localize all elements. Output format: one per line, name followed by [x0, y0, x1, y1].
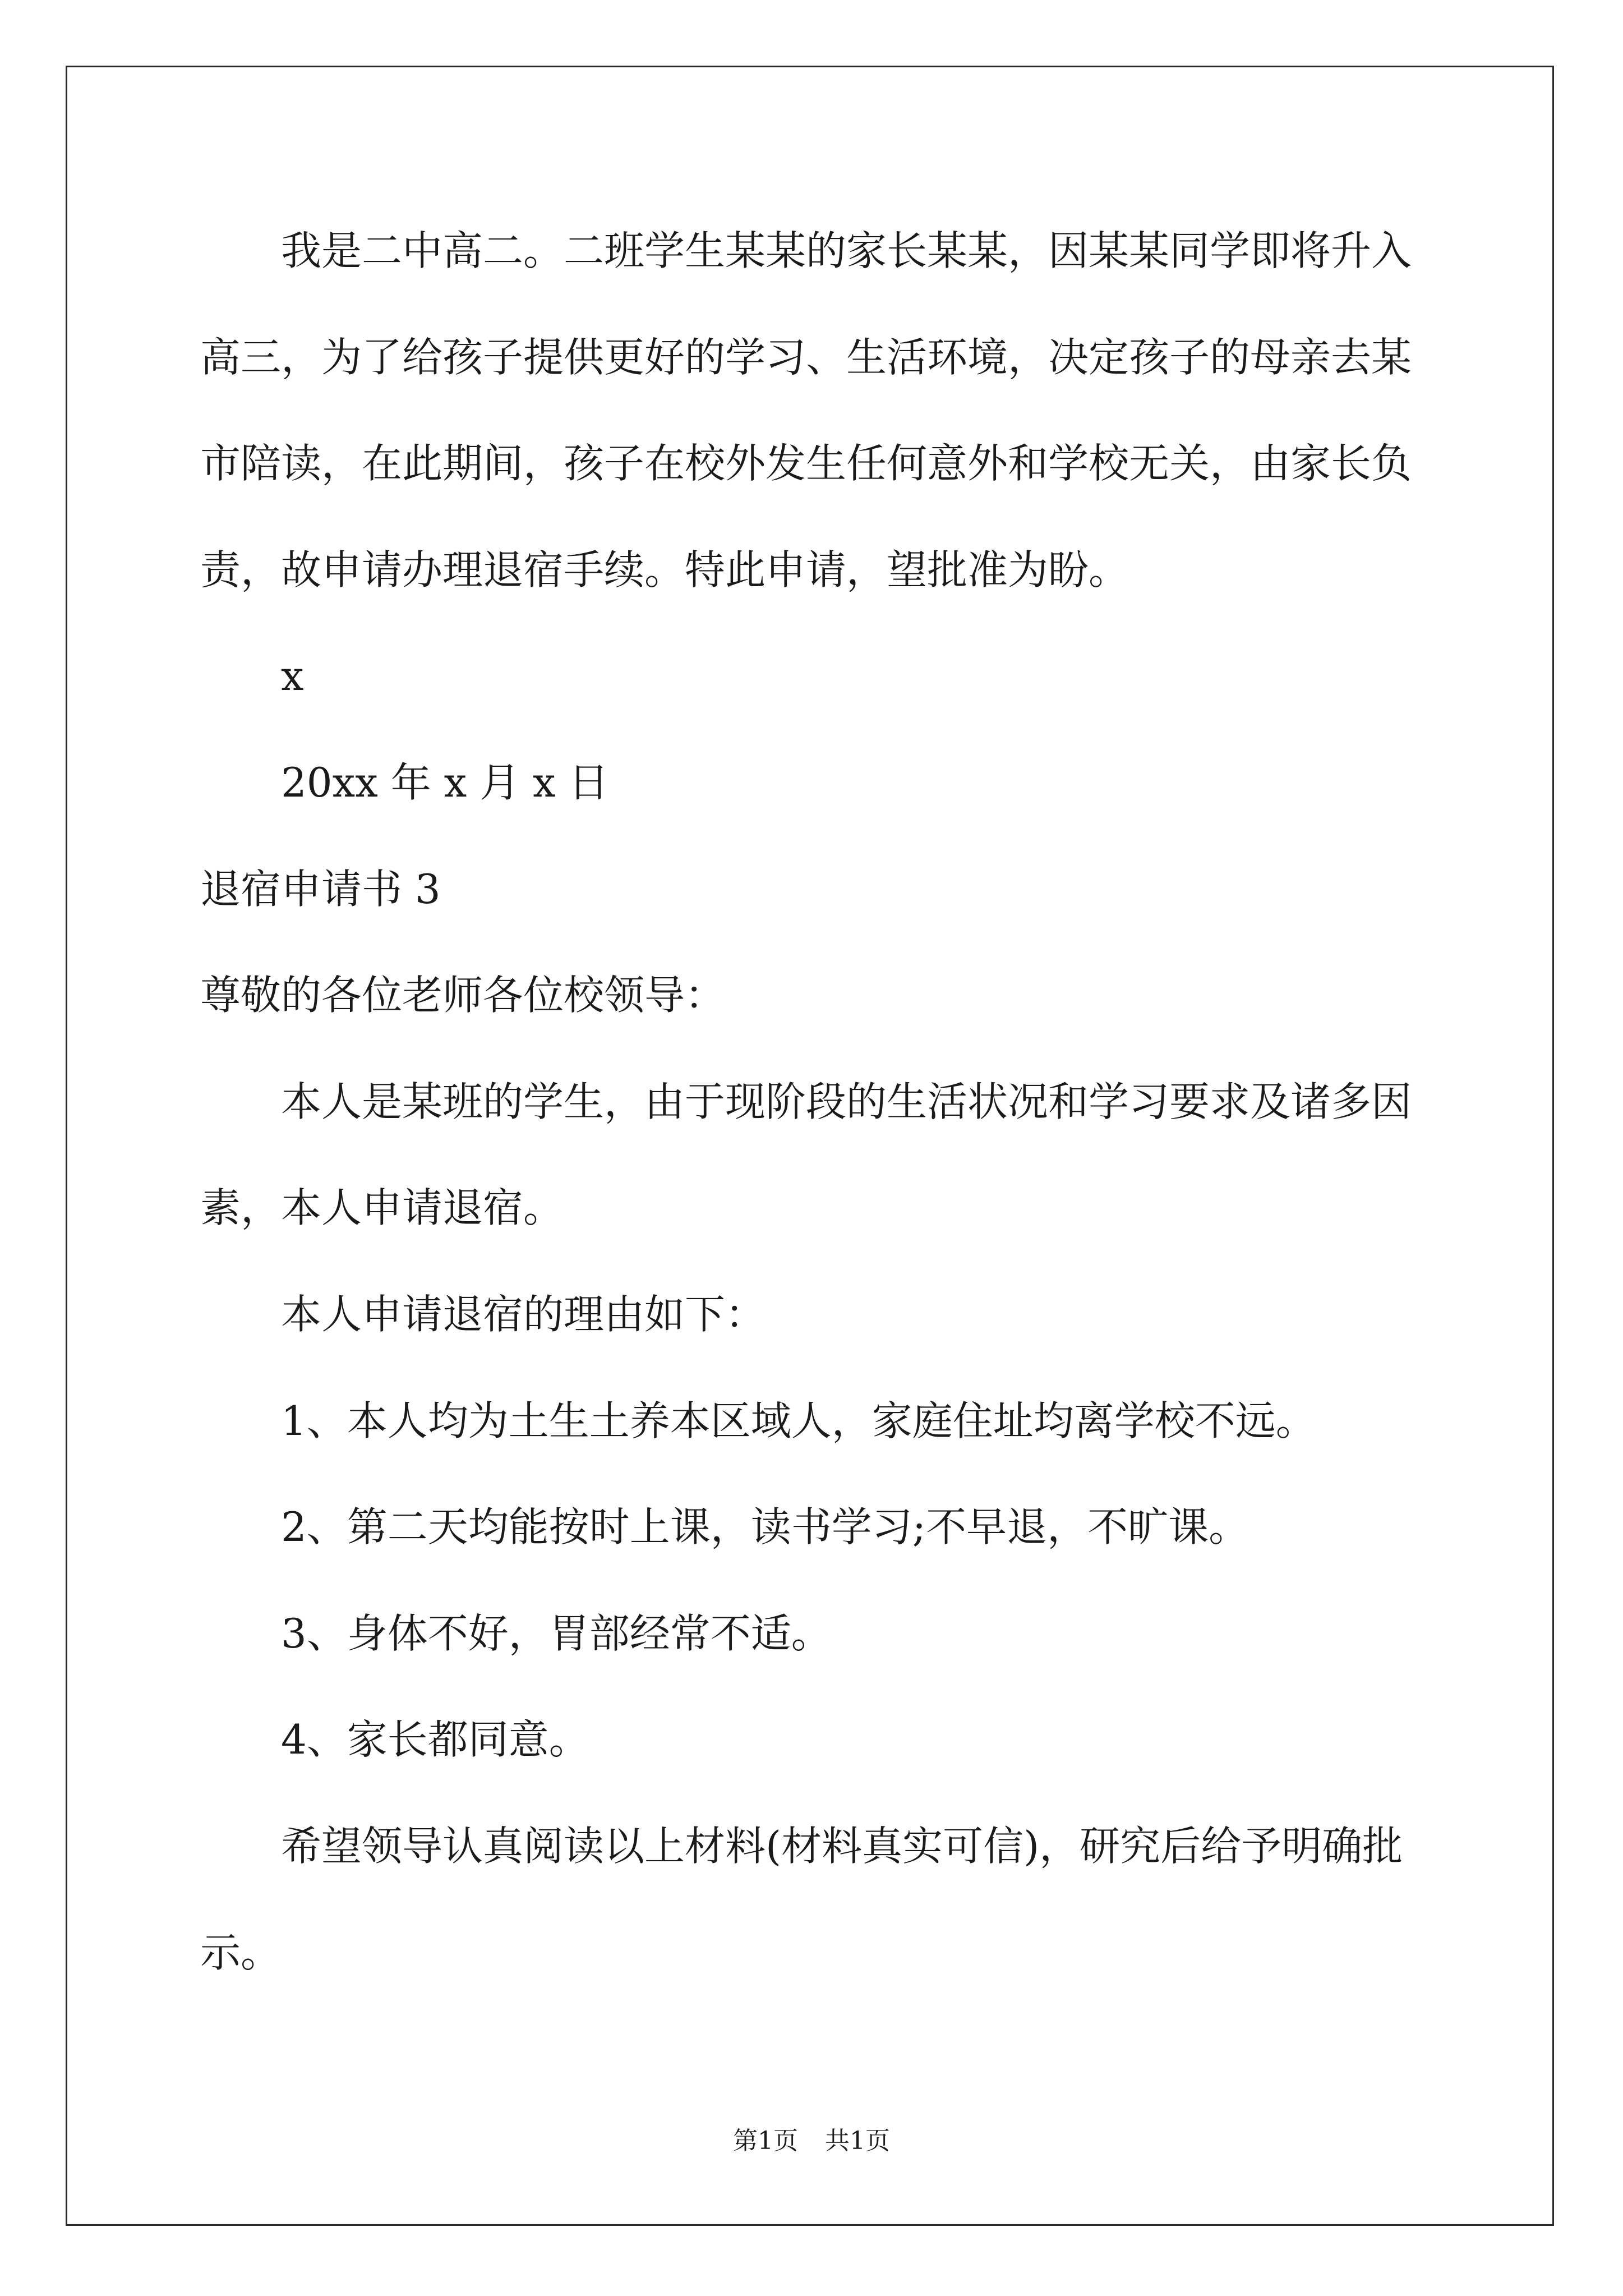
- reason-item: 4、家长都同意。: [281, 1716, 589, 1764]
- reasons-intro: 本人申请退宿的理由如下：: [281, 1290, 766, 1338]
- reason-item: 1、本人均为土生土养本区域人，家庭住址均离学校不远。: [281, 1397, 1316, 1444]
- text-line: 素，本人申请退宿。: [200, 1184, 564, 1232]
- intro-paragraph: [200, 1049, 1434, 1262]
- reason-item: 3、身体不好，胃部经常不适。: [281, 1609, 832, 1657]
- document-body: [200, 198, 1434, 2006]
- text-line: 本人是某班的学生，由于现阶段的生活状况和学习要求及诸多因: [281, 1078, 1412, 1125]
- salutation: 尊敬的各位老师各位校领导：: [200, 972, 726, 1019]
- text-line: 责，故申请办理退宿手续。特此申请，望批准为盼。: [200, 546, 1129, 593]
- date-line: 20xx 年 x 月 x 日: [281, 758, 609, 806]
- text-line: 市陪读，在此期间，孩子在校外发生任何意外和学校无关，由家长负: [200, 440, 1412, 487]
- signature: x: [281, 652, 304, 700]
- letter-title: 退宿申请书 3: [200, 865, 441, 913]
- page-total-label: 共1页: [825, 2127, 890, 2155]
- page-footer: [0, 2124, 1623, 2158]
- reasons-list: [200, 1368, 1434, 1793]
- text-line: 我是二中高二。二班学生某某的家长某某，因某某同学即将升入: [281, 227, 1412, 274]
- text-line: 高三，为了给孩子提供更好的学习、生活环境，决定孩子的母亲去某: [200, 333, 1412, 381]
- closing-paragraph: [200, 1793, 1434, 2006]
- reason-item: 2、第二天均能按时上课，读书学习;不早退，不旷课。: [281, 1503, 1249, 1551]
- text-line: 示。: [200, 1929, 282, 1976]
- text-line: 希望领导认真阅读以上材料(材料真实可信)，研究后给予明确批: [281, 1822, 1403, 1870]
- previous-letter-paragraph: [200, 198, 1434, 623]
- page-current-label: 第1页: [733, 2127, 798, 2155]
